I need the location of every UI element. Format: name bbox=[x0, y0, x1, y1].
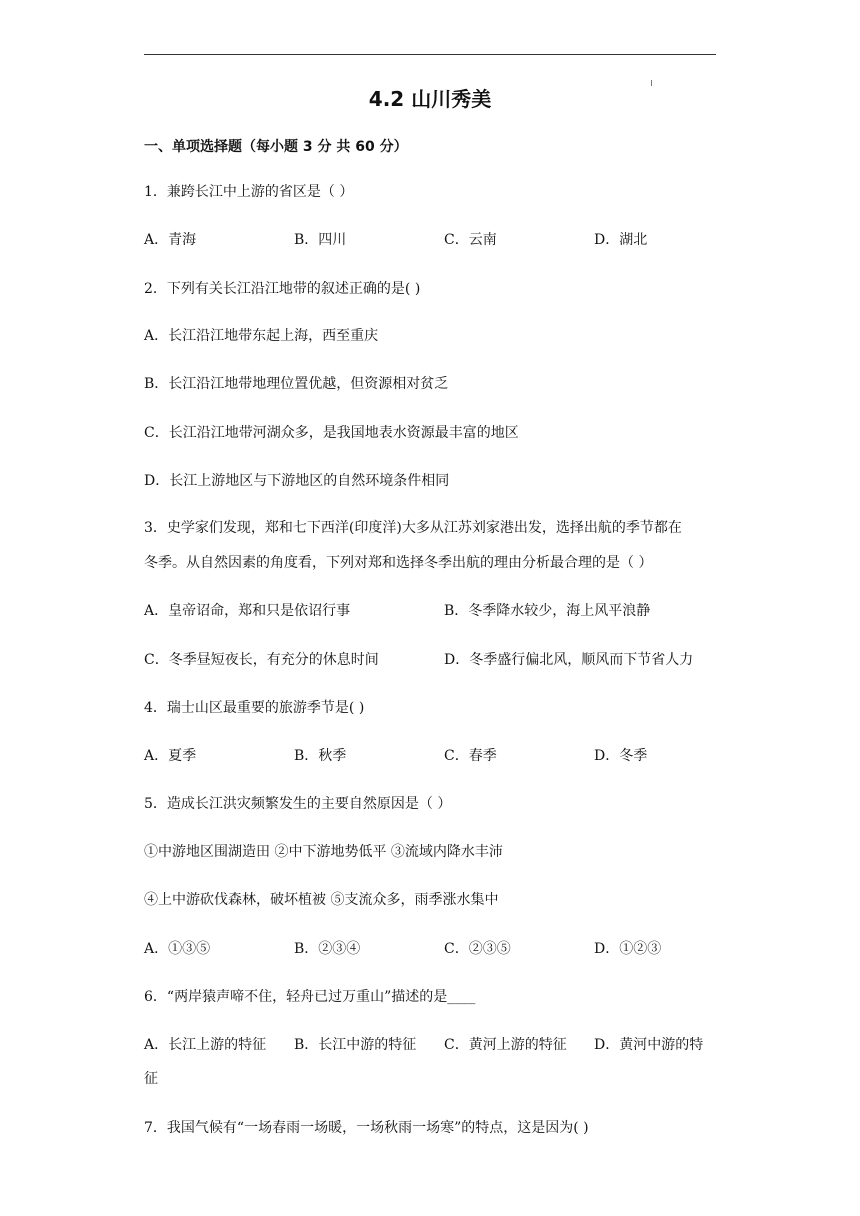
question-4-option-a: A．夏季 bbox=[144, 748, 197, 764]
question-4-option-d: D．冬季 bbox=[594, 748, 648, 764]
question-2-option-c: C．长江沿江地带河湖众多，是我国地表水资源最丰富的地区 bbox=[144, 425, 519, 441]
question-2-option-d: D．长江上游地区与下游地区的自然环境条件相同 bbox=[144, 473, 450, 489]
question-6-option-a: A．长江上游的特征 bbox=[144, 1037, 267, 1053]
question-2-stem: 2．下列有关长江沿江地带的叙述正确的是( ) bbox=[144, 281, 421, 297]
question-5-option-a: A．①③⑤ bbox=[144, 941, 211, 957]
header-rule bbox=[144, 54, 716, 55]
question-6-option-b: B．长江中游的特征 bbox=[294, 1037, 417, 1053]
question-6-option-c: C．黄河上游的特征 bbox=[444, 1037, 567, 1053]
question-5-option-c: C．②③⑤ bbox=[444, 941, 511, 957]
question-1-option-a: A．青海 bbox=[144, 232, 197, 248]
question-2-option-a: A．长江沿江地带东起上海，西至重庆 bbox=[144, 328, 379, 344]
question-4-option-c: C．春季 bbox=[444, 748, 497, 764]
question-4-option-b: B．秋季 bbox=[294, 748, 347, 764]
question-4-stem: 4．瑞士山区最重要的旅游季节是( ) bbox=[144, 700, 365, 716]
question-5-stem: 5．造成长江洪灾频繁发生的主要自然原因是（ ） bbox=[144, 796, 452, 812]
question-1-stem: 1．兼跨长江中上游的省区是（ ） bbox=[144, 184, 354, 200]
question-1-option-c: C．云南 bbox=[444, 232, 497, 248]
question-5-statements-line-2: ④上中游砍伐森林，破坏植被 ⑤支流众多，雨季涨水集中 bbox=[144, 892, 499, 908]
question-7-stem: 7．我国气候有“一场春雨一场暖，一场秋雨一场寒”的特点，这是因为( ) bbox=[144, 1120, 589, 1136]
question-5-option-d: D．①②③ bbox=[594, 941, 662, 957]
question-1-option-b: B．四川 bbox=[294, 232, 347, 248]
section-heading: 一、单项选择题（每小题 3 分 共 60 分） bbox=[144, 139, 408, 155]
question-6-option-d: D．黄河中游的特 bbox=[594, 1037, 704, 1053]
question-3-option-d: D．冬季盛行偏北风，顺风而下节省人力 bbox=[444, 652, 694, 668]
question-3-option-b: B．冬季降水较少，海上风平浪静 bbox=[444, 603, 651, 619]
question-6-option-d-wrap: 征 bbox=[144, 1071, 158, 1087]
question-6-stem: 6．“两岸猿声啼不住，轻舟已过万重山”描述的是____ bbox=[144, 989, 476, 1005]
question-5-option-b: B．②③④ bbox=[294, 941, 361, 957]
question-3-option-c: C．冬季昼短夜长，有充分的休息时间 bbox=[144, 652, 379, 668]
question-5-statements-line-1: ①中游地区围湖造田 ②中下游地势低平 ③流域内降水丰沛 bbox=[144, 844, 503, 860]
question-3-option-a: A．皇帝诏命，郑和只是依诏行事 bbox=[144, 603, 351, 619]
question-2-option-b: B．长江沿江地带地理位置优越，但资源相对贫乏 bbox=[144, 376, 449, 392]
question-1-option-d: D．湖北 bbox=[594, 232, 648, 248]
question-3-stem-line-2: 冬季。从自然因素的角度看，下列对郑和选择冬季出航的理由分析最合理的是（ ） bbox=[144, 555, 653, 571]
page-title: 4.2 山川秀美 bbox=[368, 87, 492, 111]
question-3-stem-line-1: 3．史学家们发现，郑和七下西洋(印度洋)大多从江苏刘家港出发，选择出航的季节都在 bbox=[144, 520, 682, 536]
